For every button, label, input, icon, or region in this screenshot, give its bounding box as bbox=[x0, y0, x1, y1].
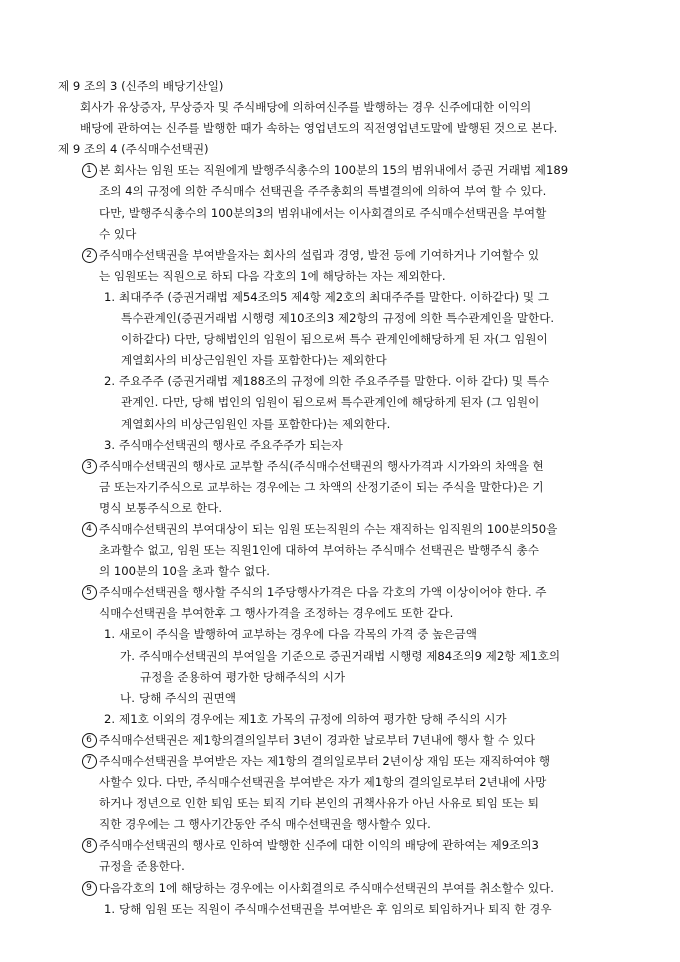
clause-5-subitem-ga bbox=[0, 646, 680, 667]
clause-text-line: 주식매수선택권은 제1항의결의일부터 3년이 경과한 날로부터 7년내에 행사 할 수 있다 bbox=[99, 732, 536, 747]
item-text-line: 주요주주 (증권거래법 제188조의 규정에 의한 주요주주를 말한다. 이하 같다) 및 특수 bbox=[119, 374, 550, 389]
clause-text-line: 주식매수선택권의 부여대상이 되는 임원 또는직원의 수는 재직하는 임직원의 100분의50을 bbox=[99, 521, 558, 536]
clause-9-item-1 bbox=[0, 899, 680, 920]
clause-text-line: 초과할수 없고, 임원 또는 직원1인에 대하여 부여하는 주식매수 선택권은 발행주식 총수 bbox=[99, 543, 539, 558]
clause-text-line: 다음각호의 1에 해당하는 경우에는 이사회결의로 주식매수선택권의 부여를 취소할수 있다. bbox=[99, 880, 554, 895]
clause-number-badge: 2 bbox=[82, 248, 97, 263]
item-text-line: 주식매수선택권의 행사로 주요주주가 되는자 bbox=[119, 437, 343, 452]
clause-4 bbox=[0, 519, 680, 540]
item-number: 2. bbox=[104, 374, 116, 389]
clause-text-line: 주식매수선택권을 부여받은 자는 제1항의 결의일로부터 2년이상 재임 또는 재직하여야 행 bbox=[99, 754, 551, 768]
clause-5-item-1 bbox=[0, 624, 680, 645]
item-text-line: 계열회사의 비상근임원인 자를 포함한다)는 제외한다 bbox=[121, 353, 387, 368]
clause-text-line: 규정을 준용한다. bbox=[99, 859, 185, 874]
clause-3 bbox=[0, 456, 680, 477]
clause-5-subitem-na bbox=[0, 688, 680, 709]
item-number: 1. bbox=[104, 627, 116, 642]
article-9-4-heading: 제 9 조의 4 (주식매수선택권) bbox=[58, 142, 209, 157]
subitem-text-line: 주식매수선택권의 부여일을 기준으로 증권거래법 시행령 제84조의9 제2항 제1호의 bbox=[139, 648, 561, 663]
item-number: 1. bbox=[104, 289, 116, 304]
item-number: 1. bbox=[104, 901, 116, 916]
clause-text-line: 명식 보통주식으로 한다. bbox=[99, 500, 223, 515]
clause-text-line: 하거나 정년으로 인한 퇴임 또는 퇴직 기타 본인의 귀책사유가 아닌 사유로 퇴임 또는 퇴 bbox=[99, 796, 539, 811]
clause-text-line: 금 또는자기주식으로 교부하는 경우에는 그 차액의 산정기준이 되는 주식을 말한다)은 기 bbox=[99, 479, 544, 494]
clause-number-badge: 5 bbox=[82, 585, 97, 600]
article-9-3-text-line: 회사가 유상증자, 무상증자 및 주식배당에 의하여신주를 발행하는 경우 신주에대한 이익의 bbox=[80, 100, 532, 115]
clause-number-badge: 1 bbox=[82, 163, 97, 178]
clause-5-item-2 bbox=[0, 709, 680, 730]
subitem-text-line: 당해 주식의 권면액 bbox=[139, 690, 236, 705]
clause-text-line: 주식매수선택권의 행사로 교부할 주식(주식매수선택권의 행사가격과 시가와의 차액을 현 bbox=[99, 458, 544, 473]
clause-2-item-2 bbox=[0, 371, 680, 392]
article-9-3-text-line: 배당에 관하여는 신주를 발행한 때가 속하는 영업년도의 직전영업년도말에 발행된 것으로 본다. bbox=[80, 121, 558, 136]
clause-1 bbox=[0, 160, 680, 181]
document-page bbox=[0, 76, 680, 920]
clause-5 bbox=[0, 582, 680, 603]
item-text-line: 당해 임원 또는 직원이 주식매수선택권을 부여받은 후 임의로 퇴임하거나 퇴직 한 경우 bbox=[119, 901, 552, 916]
clause-text-line: 주식매수선택권의 행사로 인하여 발행한 신주에 대한 이익의 배당에 관하여는 제9조의3 bbox=[99, 838, 539, 853]
clause-number-badge: 7 bbox=[82, 754, 97, 769]
clause-2-item-3 bbox=[0, 435, 680, 456]
clause-text-line: 수 있다 bbox=[99, 226, 137, 241]
clause-number-badge: 4 bbox=[82, 522, 97, 537]
clause-7 bbox=[0, 751, 680, 772]
item-text-line: 최대주주 (증권거래법 제54조의5 제4항 제2호의 최대주주를 말한다. 이하같다) 및 그 bbox=[119, 289, 549, 304]
item-text-line: 새로이 주식을 발행하여 교부하는 경우에 다음 각목의 가격 중 높은금액 bbox=[119, 627, 477, 642]
subitem-number: 가. bbox=[120, 648, 135, 663]
clause-number-badge: 3 bbox=[82, 459, 97, 474]
clause-6 bbox=[0, 730, 680, 751]
clause-8 bbox=[0, 835, 680, 856]
item-text-line: 이하같다) 다만, 당해법인의 임원이 됨으로써 특수 관계인에해당하게 된 자(그 임원이 bbox=[121, 332, 548, 347]
clause-9 bbox=[0, 878, 680, 899]
clause-number-badge: 8 bbox=[82, 838, 97, 853]
clause-text-line: 주식매수선택권을 행사할 주식의 1주당행사가격은 다음 각호의 가액 이상이어야 한다. 주 bbox=[99, 585, 547, 600]
clause-2 bbox=[0, 245, 680, 266]
subitem-number: 나. bbox=[120, 690, 135, 705]
clause-number-badge: 6 bbox=[82, 733, 97, 748]
clause-text-line: 다만, 발행주식총수의 100분의3의 범위내에서는 이사회결의로 주식매수선택권을 부여할 bbox=[99, 205, 547, 220]
clause-text-line: 조의 4의 규정에 의한 주식매수 선택권을 주주총회의 특별결의에 의하여 부여 할 수 있다. bbox=[99, 184, 547, 199]
clause-text-line: 식매수선택권을 부여한후 그 행사가격을 조정하는 경우에도 또한 같다. bbox=[99, 606, 454, 621]
clause-text-line: 본 회사는 임원 또는 직원에게 발행주식총수의 100분의 15의 범위내에서 증권 거래법 제189 bbox=[99, 163, 569, 178]
item-text-line: 특수관계인(증권거래법 시행령 제10조의3 제2항의 규정에 의한 특수관계인을 말한다. bbox=[121, 311, 555, 326]
clause-text-line: 주식매수선택권을 부여받을자는 회사의 설립과 경영, 발전 등에 기여하거나 기여할수 있 bbox=[99, 247, 540, 262]
item-number: 2. bbox=[104, 711, 116, 726]
clause-text-line: 사할수 있다. 다만, 주식매수선택권을 부여받은 자가 제1항의 결의일로부터 2년내에 사망 bbox=[99, 775, 547, 790]
item-number: 3. bbox=[104, 437, 116, 452]
item-text-line: 제1호 이외의 경우에는 제1호 가목의 규정에 의하여 평가한 당해 주식의 시가 bbox=[119, 711, 507, 726]
item-text-line: 관계인. 다만, 당해 법인의 임원이 됨으로써 특수관계인에 해당하게 된자 (그 임원이 bbox=[121, 395, 540, 410]
clause-text-line: 직한 경우에는 그 행사기간동안 주식 매수선택권을 행사할수 있다. bbox=[99, 817, 431, 832]
clause-text-line: 의 100분의 10을 초과 할수 없다. bbox=[99, 564, 270, 579]
article-9-3-heading: 제 9 조의 3 (신주의 배당기산일) bbox=[58, 79, 224, 93]
clause-text-line: 는 임원또는 직원으로 하되 다음 각호의 1에 해당하는 자는 제외한다. bbox=[99, 268, 446, 283]
clause-number-badge: 9 bbox=[82, 881, 97, 896]
clause-2-item-1 bbox=[0, 287, 680, 308]
subitem-text-line: 규정을 준용하여 평가한 당해주식의 시가 bbox=[140, 669, 346, 684]
item-text-line: 계열회사의 비상근임원인 자를 포함한다)는 제외한다. bbox=[121, 416, 391, 431]
